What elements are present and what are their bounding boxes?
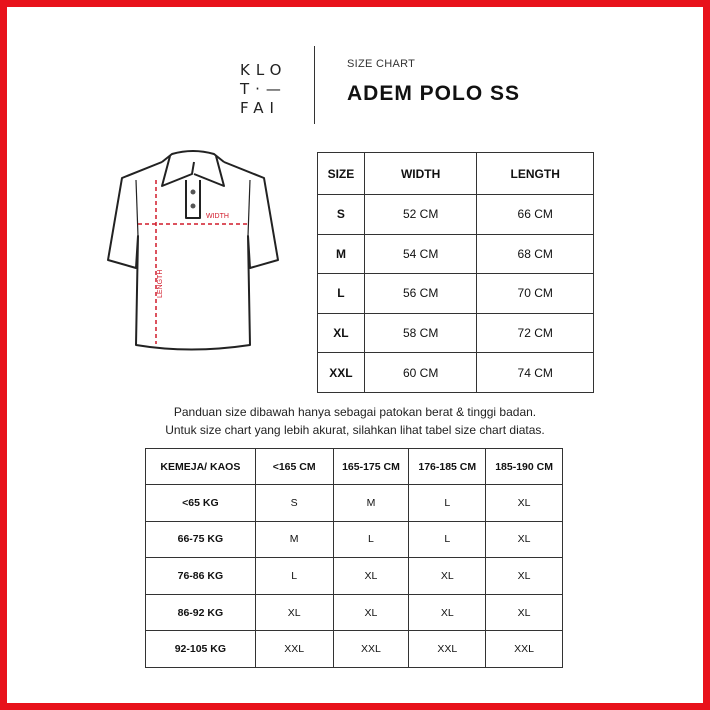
size-cell: XXL xyxy=(255,631,333,668)
size-cell: L xyxy=(318,274,365,314)
header-height-2: 165-175 CM xyxy=(333,449,409,485)
table-row xyxy=(146,521,563,558)
size-cell: XL xyxy=(318,313,365,353)
guide-table xyxy=(145,448,563,668)
size-cell: XL xyxy=(486,558,563,595)
size-cell: XL xyxy=(486,594,563,631)
width-cell: 60 CM xyxy=(364,353,477,393)
length-cell: 74 CM xyxy=(477,353,594,393)
size-cell: XL xyxy=(486,521,563,558)
table-row xyxy=(146,558,563,595)
weight-cell: 92-105 KG xyxy=(146,631,256,668)
polo-shirt-diagram xyxy=(100,140,290,365)
width-label: WIDTH xyxy=(206,213,229,220)
size-cell: M xyxy=(333,485,409,522)
guide-note-line-1: Panduan size dibawah hanya sebagai patokan berat & tinggi badan. xyxy=(173,405,537,419)
size-cell: XXL xyxy=(318,353,365,393)
width-cell: 52 CM xyxy=(364,195,477,235)
table-row xyxy=(318,313,594,353)
size-table xyxy=(317,152,594,393)
table-row xyxy=(146,594,563,631)
length-cell: 68 CM xyxy=(477,234,594,274)
table-row xyxy=(146,485,563,522)
header-divider xyxy=(314,46,315,124)
table-row xyxy=(318,274,594,314)
guide-table-header-row xyxy=(146,449,563,485)
logo-line-1: KLO xyxy=(240,61,288,79)
size-cell: S xyxy=(318,195,365,235)
length-label: LENGTH xyxy=(157,269,164,298)
weight-cell: 86-92 KG xyxy=(146,594,256,631)
table-row xyxy=(318,353,594,393)
size-cell: L xyxy=(255,558,333,595)
page-title: ADEM POLO SS xyxy=(347,82,521,105)
length-cell: 72 CM xyxy=(477,313,594,353)
length-cell: 66 CM xyxy=(477,195,594,235)
size-table-header-row xyxy=(318,153,594,195)
weight-cell: 66-75 KG xyxy=(146,521,256,558)
size-cell: XL xyxy=(486,485,563,522)
header-height-1: <165 CM xyxy=(255,449,333,485)
weight-cell: <65 KG xyxy=(146,485,256,522)
length-cell: 70 CM xyxy=(477,274,594,314)
size-cell: L xyxy=(333,521,409,558)
header-height-4: 185-190 CM xyxy=(486,449,563,485)
placket-buttons xyxy=(191,190,196,209)
size-cell: S xyxy=(255,485,333,522)
size-cell: XL xyxy=(333,594,409,631)
header-size: SIZE xyxy=(318,153,365,195)
guide-note-line-2: Untuk size chart yang lebih akurat, silahkan lihat tabel size chart diatas. xyxy=(165,423,545,437)
brand-logo xyxy=(240,61,300,118)
width-cell: 54 CM xyxy=(364,234,477,274)
table-row xyxy=(146,631,563,668)
size-cell: XXL xyxy=(486,631,563,668)
size-cell: L xyxy=(409,485,486,522)
size-cell: XL xyxy=(333,558,409,595)
width-cell: 58 CM xyxy=(364,313,477,353)
size-cell: M xyxy=(255,521,333,558)
logo-line-2: T·— xyxy=(240,80,287,98)
logo-line-3: FAI xyxy=(240,99,280,117)
size-cell: XL xyxy=(255,594,333,631)
size-cell: XL xyxy=(409,594,486,631)
header-length: LENGTH xyxy=(477,153,594,195)
width-cell: 56 CM xyxy=(364,274,477,314)
size-cell: M xyxy=(318,234,365,274)
table-row xyxy=(318,195,594,235)
header-kemeja-kaos: KEMEJA/ KAOS xyxy=(146,449,256,485)
size-cell: L xyxy=(409,521,486,558)
header-width: WIDTH xyxy=(364,153,477,195)
table-row xyxy=(318,234,594,274)
header-height-3: 176-185 CM xyxy=(409,449,486,485)
shirt-outline xyxy=(108,151,278,350)
page-subtitle: SIZE CHART xyxy=(347,58,416,70)
size-cell: XXL xyxy=(333,631,409,668)
size-cell: XXL xyxy=(409,631,486,668)
weight-cell: 76-86 KG xyxy=(146,558,256,595)
size-cell: XL xyxy=(409,558,486,595)
